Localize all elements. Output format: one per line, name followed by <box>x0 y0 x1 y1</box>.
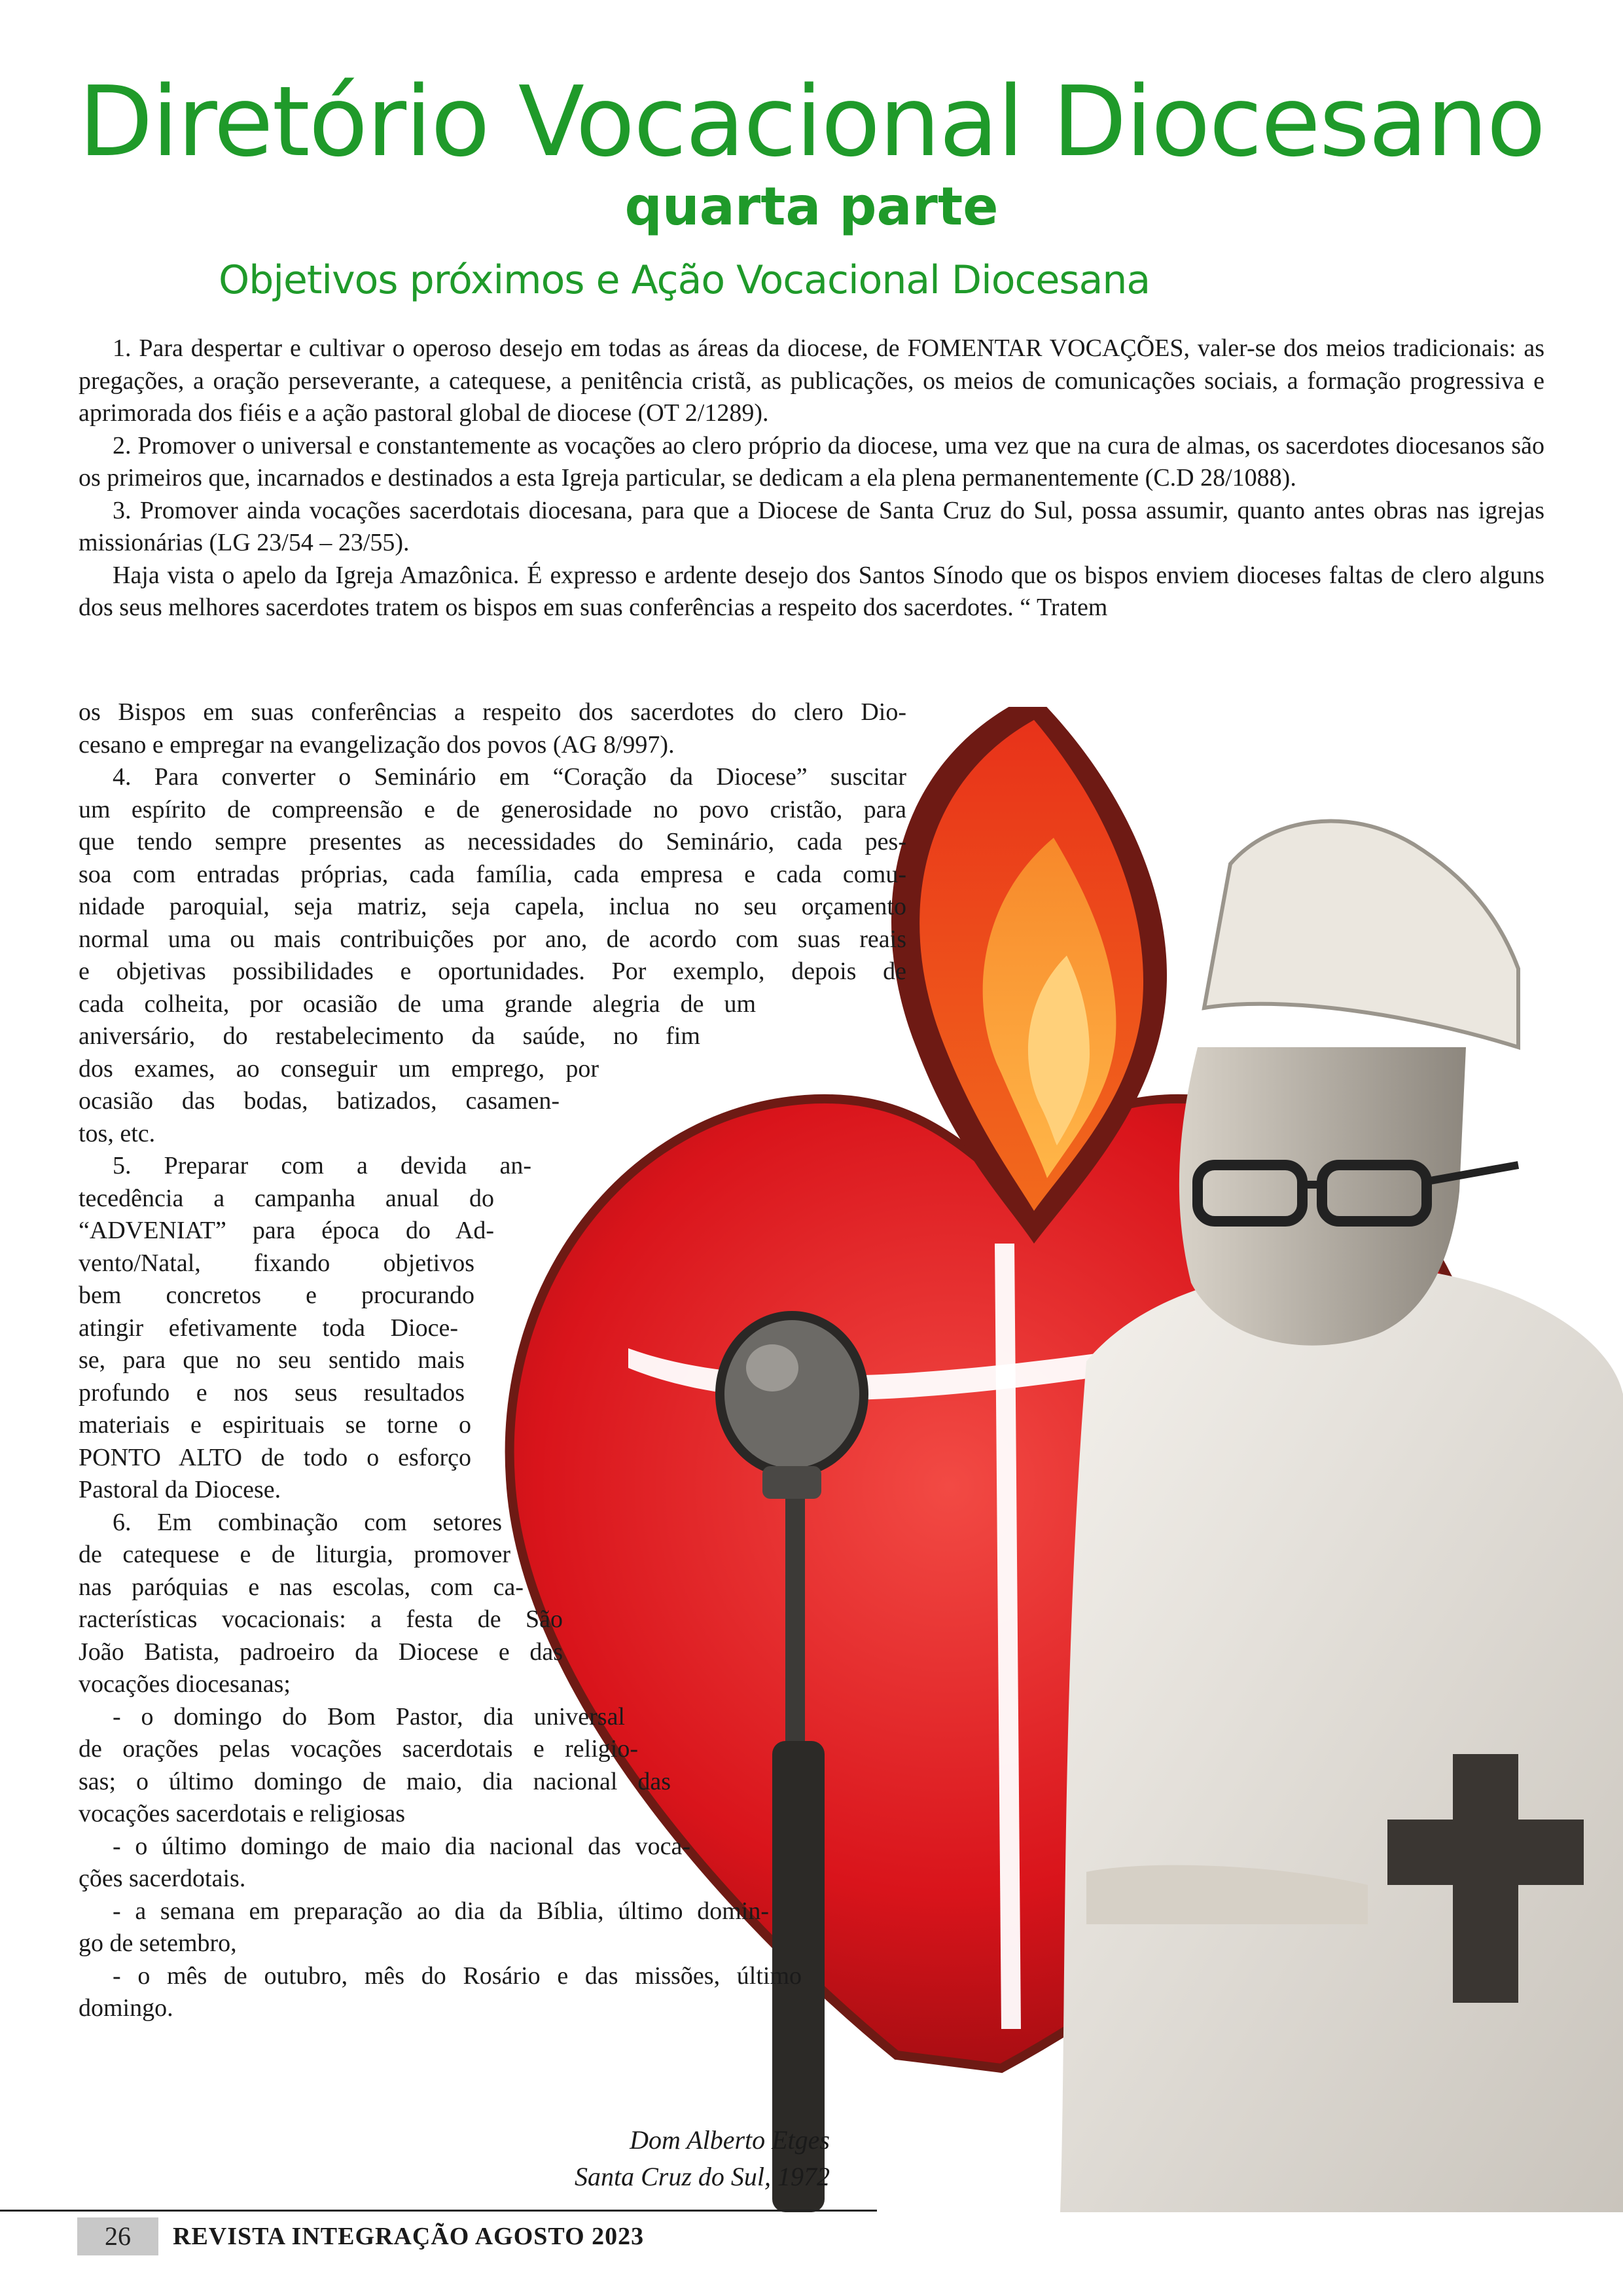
column-line: PONTO ALTO de todo o esforço <box>79 1443 471 1471</box>
column-line: go de setembro, <box>79 1929 237 1957</box>
column-line: soa com entradas próprias, cada família, cada empresa e cada comu- <box>79 860 906 888</box>
paragraph-3: 3. Promover ainda vocações sacerdotais diocesana, para que a Diocese de Santa Cruz do Sul, possa assumir, quanto antes obras nas igrejas missionárias (LG 23/54 – 23/55). <box>79 496 1544 556</box>
column-line: ções sacerdotais. <box>79 1865 246 1892</box>
column-line: e objetivas possibilidades e oportunidades. Por exemplo, depois de <box>79 958 906 985</box>
column-line: de orações pelas vocações sacerdotais e religio- <box>79 1735 638 1763</box>
column-line: ocasião das bodas, batizados, casamen- <box>79 1087 560 1115</box>
signature-place-date: Santa Cruz do Sul, 1972 <box>574 2162 830 2191</box>
signature-block <box>575 2122 830 2195</box>
column-line: nidade paroquial, seja matriz, seja capela, inclua no seu orçamento <box>79 893 906 920</box>
section-heading: Objetivos próximos e Ação Vocacional Diocesana <box>219 257 1150 303</box>
column-line: tecedência a campanha anual do <box>79 1184 494 1212</box>
column-line: profundo e nos seus resultados <box>79 1378 465 1407</box>
column-line: 6. Em combinação com setores <box>113 1508 502 1536</box>
column-line: - o mês de outubro, mês do Rosário e das missões, último <box>113 1962 802 1990</box>
column-line: - o domingo do Bom Pastor, dia universal <box>113 1702 625 1731</box>
page-subtitle: quarta parte <box>624 176 999 237</box>
column-line: bem concretos e procurando <box>79 1282 474 1309</box>
column-line: “ADVENIAT” para época do Ad- <box>79 1217 494 1244</box>
column-line: tos, etc. <box>79 1119 156 1147</box>
column-line: nas paróquias e nas escolas, com ca- <box>79 1573 524 1601</box>
column-line: 5. Preparar com a devida an- <box>113 1152 531 1179</box>
column-line: de catequese e de liturgia, promover <box>79 1541 510 1568</box>
column-line: cesano e empregar na evangelização dos povos (AG 8/997). <box>79 730 675 759</box>
article-column <box>79 696 906 2025</box>
column-line: - o último domingo de maio dia nacional das voca- <box>113 1832 690 1860</box>
column-line: Pastoral da Diocese. <box>79 1476 281 1503</box>
column-line: se, para que no seu sentido mais <box>79 1346 465 1374</box>
column-line: cada colheita, por ocasião de uma grande alegria de um <box>79 990 756 1018</box>
footer-divider <box>0 2210 877 2212</box>
magazine-name: REVISTA INTEGRAÇÃO AGOSTO 2023 <box>173 2223 645 2250</box>
column-line: materiais e espirituais se torne o <box>79 1411 471 1439</box>
column-line: normal uma ou mais contribuições por ano, de acordo com suas reais <box>79 925 906 953</box>
paragraph-1: 1. Para despertar e cultivar o operoso desejo em todas as áreas da diocese, de FOMENTAR VOCAÇÕES, valer-se dos meios tradicionais: as pregações, a oração perseverante, a catequese, a penitência cristã, as publicações, os meios de comunicações sociais, a formação progressiva e aprimorada dos fiéis e a ação pastoral global de diocese (OT 2/1289). <box>79 334 1544 427</box>
column-line: aniversário, do restabelecimento da saúde, no fim <box>79 1022 700 1050</box>
column-line: os Bispos em suas conferências a respeito dos sacerdotes do clero Dio- <box>79 698 906 726</box>
column-line: sas; o último domingo de maio, dia nacional das <box>79 1767 671 1795</box>
article-intro <box>79 332 1544 624</box>
column-line: racterísticas vocacionais: a festa de São <box>79 1605 563 1633</box>
signature-name: Dom Alberto Etges <box>630 2125 830 2155</box>
column-line: que tendo sempre presentes as necessidades do Seminário, cada pes- <box>79 828 906 855</box>
column-line: João Batista, padroeiro da Diocese e das <box>79 1638 563 1666</box>
column-line: vocações diocesanas; <box>79 1670 291 1698</box>
column-line: um espírito de compreensão e de generosidade no povo cristão, para <box>79 795 906 823</box>
column-line: 4. Para converter o Seminário em “Coração da Diocese” suscitar <box>113 763 906 791</box>
column-line: - a semana em preparação ao dia da Bíblia, último domin- <box>113 1897 769 1925</box>
page-number: 26 <box>77 2217 158 2255</box>
column-line: vento/Natal, fixando objetivos <box>79 1249 474 1277</box>
column-line: vocações sacerdotais e religiosas <box>79 1800 406 1827</box>
column-line: atingir efetivamente toda Dioce- <box>79 1314 458 1342</box>
paragraph-4: Haja vista o apelo da Igreja Amazônica. É expresso e ardente desejo dos Santos Sínodo que os bispos enviem dioceses faltas de clero alguns dos seus melhores sacerdotes tratem os bispos em suas conferências a respeito dos sacerdotes. “ Tratem <box>79 561 1544 621</box>
paragraph-2: 2. Promover o universal e constantemente as vocações ao clero próprio da diocese, uma vez que na cura de almas, os sacerdotes diocesanos são os primeiros que, incarnados e destinados a esta Igreja particular, se dedicam a ela plena permanentemente (C.D 28/1088). <box>79 431 1544 492</box>
column-line: domingo. <box>79 1994 173 2022</box>
page-title: Diretório Vocacional Diocesano <box>78 65 1545 178</box>
column-line: dos exames, ao conseguir um emprego, por <box>79 1054 599 1083</box>
